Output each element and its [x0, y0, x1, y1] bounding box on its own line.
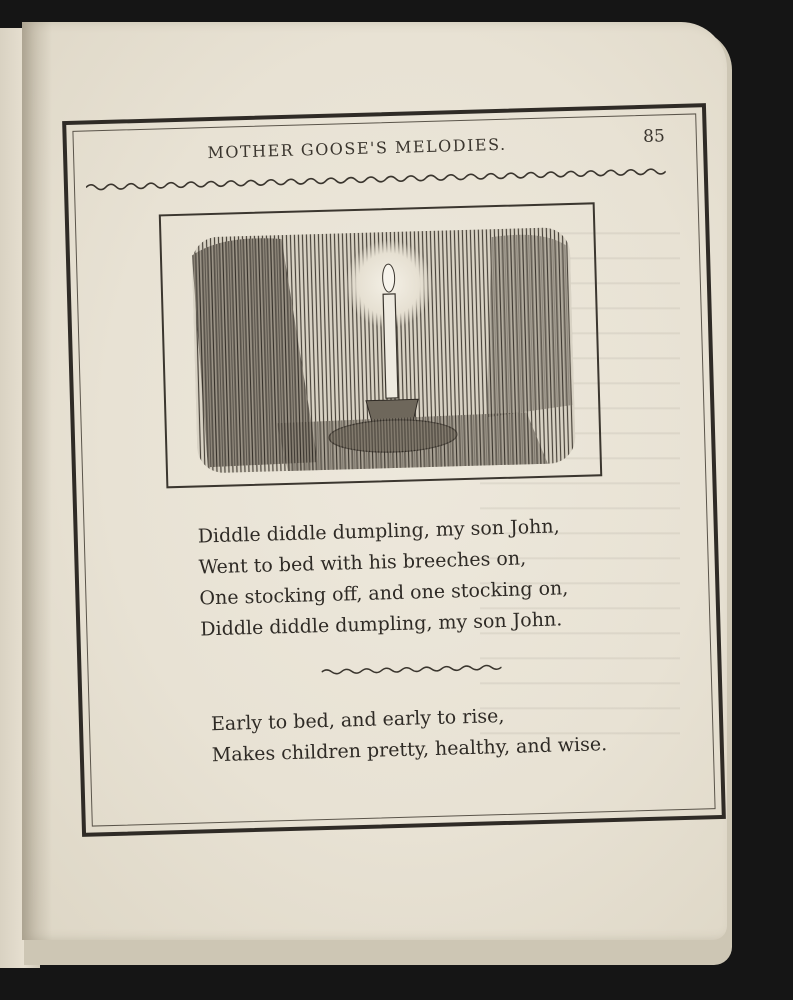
page-number: 85 [642, 126, 666, 147]
verse-early-to-bed [211, 698, 608, 771]
verse-diddle-dumpling [197, 511, 569, 645]
running-title: MOTHER GOOSE'S MELODIES. [207, 134, 507, 163]
verse-line: Diddle diddle dumpling, my son John, [197, 515, 560, 548]
page-border-frame [62, 103, 726, 837]
verse-line: Diddle diddle dumpling, my son John. [200, 608, 563, 641]
verse-line: Early to bed, and early to rise, [210, 705, 505, 736]
candle-woodcut [161, 204, 600, 486]
verse-line: One stocking off, and one stocking on, [199, 577, 569, 610]
verse-line: Makes children pretty, healthy, and wise. [211, 733, 608, 767]
gutter-shadow [22, 22, 52, 940]
verse-line: Went to bed with his breeches on, [198, 547, 527, 579]
candle-illustration [159, 202, 602, 488]
